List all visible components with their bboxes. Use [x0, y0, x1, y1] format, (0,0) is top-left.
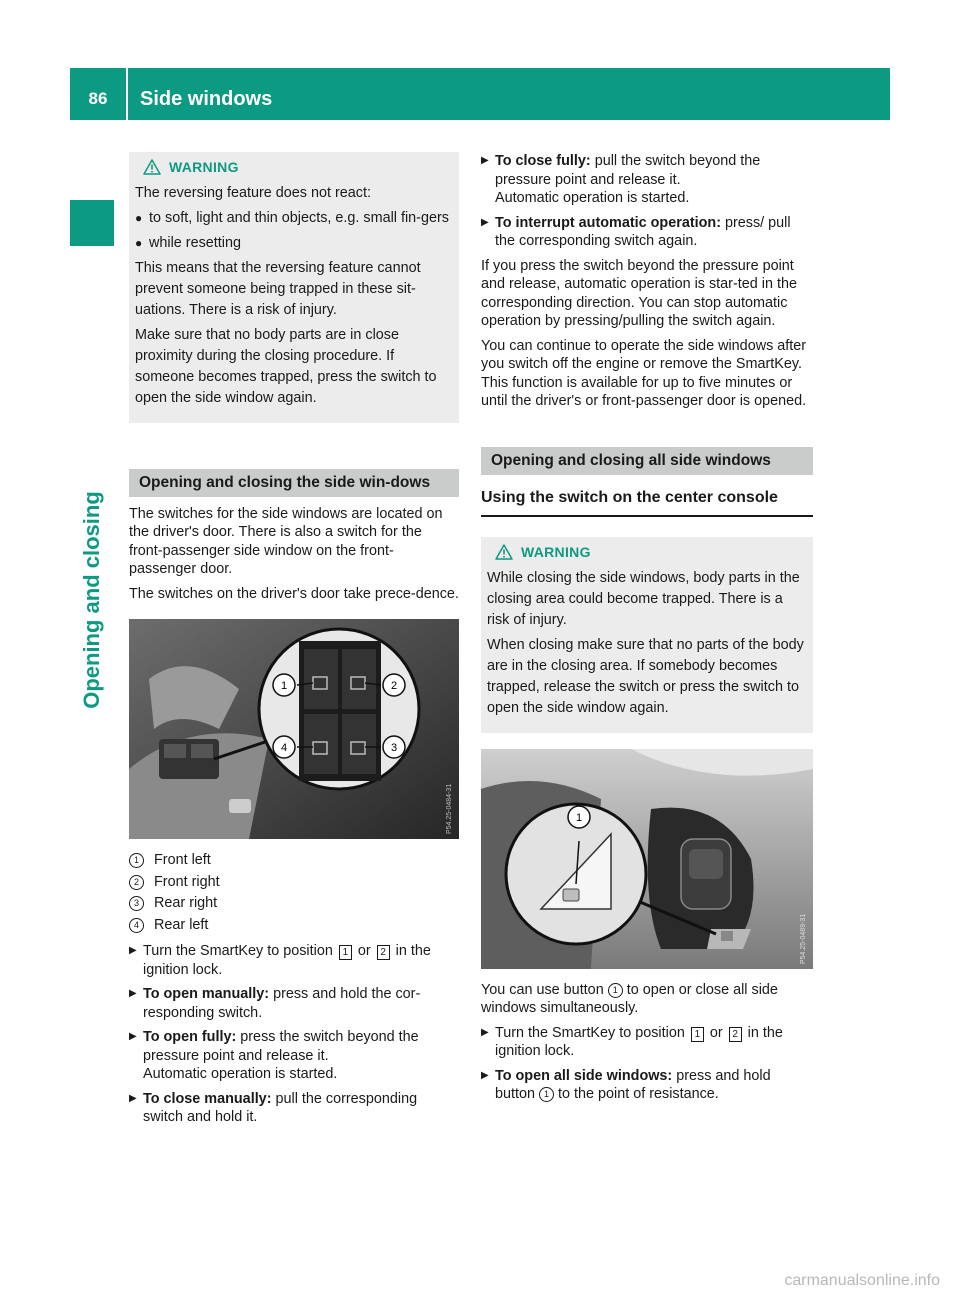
page-title: Side windows [140, 88, 273, 110]
key-position-2: 2 [377, 945, 390, 960]
warning-triangle-icon [495, 544, 513, 560]
right-column [481, 152, 813, 1110]
callout-number: 3 [129, 896, 144, 911]
figure-code: P54.25-0489-31 [800, 913, 807, 964]
instruction-step: ▶ Turn the SmartKey to position 1 or 2 in the ignition lock. [481, 1024, 783, 1059]
warning-triangle-icon [143, 159, 161, 175]
center-console-figure [481, 749, 813, 969]
legend-label: Rear right [154, 895, 218, 911]
legend-label: Rear left [154, 916, 209, 933]
warning-header [135, 158, 451, 177]
callout-1 [273, 674, 295, 696]
header-divider [126, 68, 128, 120]
subsection-heading: Using the switch on the center console [481, 489, 813, 518]
bullet-icon: ● [135, 235, 143, 250]
key-position-1: 1 [339, 945, 352, 960]
callout-number: 1 [129, 853, 144, 868]
warning-title: WARNING [521, 544, 591, 560]
step-arrow-icon: ▶ [129, 1031, 137, 1042]
callout-3 [383, 736, 405, 758]
warning-paragraph: When closing make sure that no parts of the body are in the closing area. If somebody becomes trapped, release the switch or press the switch to open the side window again. [487, 636, 804, 716]
left-column [129, 152, 459, 1133]
door-switch-illustration [129, 619, 459, 839]
callout-4 [273, 736, 295, 758]
callout-number: 4 [129, 918, 144, 933]
warning-bullet [135, 233, 451, 254]
callout-number: 1 [608, 983, 623, 998]
figure-code: P54.25-0484-31 [446, 783, 453, 834]
body-paragraph: The switches for the side windows are located on the driver's door. There is also a switch for the front-passenger side window on the front-passenger door. [129, 505, 443, 577]
callout-1 [568, 806, 590, 828]
warning-header [487, 543, 805, 562]
step-arrow-icon: ▶ [129, 1092, 137, 1104]
legend-label: Front right [154, 873, 220, 890]
legend-item [129, 873, 459, 892]
instruction-step: ▶ To close manually: pull the corresponding switch and hold it. [129, 1090, 418, 1125]
body-paragraph: If you press the switch beyond the pressure point and release, automatic operation is star-ted in the corresponding direction. You can stop automatic operation by pressing/pulling the switch again. [481, 257, 797, 329]
body-paragraph: You can continue to operate the side windows after you switch off the engine or remove the SmartKey. This function is available for up to five minutes or until the driver's or front-passenger door is opened. [481, 337, 807, 409]
instruction-step: ▶ Turn the SmartKey to position 1 or 2 in the ignition lock. [129, 943, 431, 978]
door-switch-figure [129, 619, 459, 839]
svg-text:2: 2 [390, 680, 398, 692]
step-arrow-icon: ▶ [129, 945, 137, 956]
bullet-text: while resetting [149, 234, 241, 251]
callout-2 [383, 674, 405, 696]
legend-item [129, 851, 459, 870]
page-number: 86 [88, 89, 108, 108]
body-paragraph: You can use button 1 to open or close all side windows simultaneously. [481, 981, 778, 1016]
step-arrow-icon: ▶ [481, 1069, 489, 1081]
section-heading: Opening and closing the side win-dows [129, 469, 459, 497]
warning-intro: The reversing feature does not react: [135, 184, 371, 201]
legend-label: Front left [154, 852, 211, 868]
warning-box-closing [481, 537, 813, 733]
instruction-step: ▶ To interrupt automatic operation: press/ pull the corresponding switch again. [481, 214, 791, 249]
callout-number: 1 [539, 1087, 554, 1102]
warning-paragraph: Make sure that no body parts are in close proximity during the closing procedure. If someone becomes trapped, press the switch to open the side window again. [135, 326, 437, 406]
callout-number: 2 [129, 875, 144, 890]
instruction-step: ▶ To open all side windows: press and hold button 1 to the point of resistance. [481, 1067, 771, 1102]
side-tab-label: Opening and closing [79, 491, 104, 709]
step-arrow-icon: ▶ [129, 988, 137, 999]
bullet-text: to soft, light and thin objects, e.g. small fin-gers [149, 209, 449, 226]
svg-text:3: 3 [390, 742, 398, 754]
key-position-2: 2 [729, 1027, 742, 1042]
warning-paragraph: This means that the reversing feature cannot prevent someone being trapped in these sit-uations. There is a risk of injury. [135, 259, 421, 318]
svg-text:1: 1 [575, 811, 583, 824]
warning-paragraph: While closing the side windows, body parts in the closing area could become trapped. There is a risk of injury. [487, 569, 800, 628]
warning-bullet [135, 208, 451, 229]
legend-item [129, 916, 459, 935]
center-console-illustration [481, 749, 813, 969]
instruction-step: ▶ To open fully: press the switch beyond the pressure point and release it. Automatic operation is started. [129, 1029, 419, 1082]
key-position-1: 1 [691, 1027, 704, 1042]
svg-text:4: 4 [280, 742, 288, 754]
side-tab-marker [70, 200, 114, 246]
legend-item [129, 894, 459, 913]
step-arrow-icon: ▶ [481, 216, 489, 228]
step-arrow-icon: ▶ [481, 1026, 489, 1038]
warning-title: WARNING [169, 159, 239, 175]
instruction-step: ▶ To close fully: pull the switch beyond the pressure point and release it. Automatic operation is started. [481, 153, 761, 206]
svg-text:1: 1 [280, 680, 288, 692]
bullet-icon: ● [135, 210, 143, 225]
section-heading: Opening and closing all side windows [481, 447, 813, 475]
step-arrow-icon: ▶ [481, 155, 489, 166]
watermark: carmanualsonline.info [784, 1272, 940, 1289]
body-paragraph: The switches on the driver's door take prece-dence. [129, 585, 459, 602]
instruction-step: ▶ To open manually: press and hold the cor-responding switch. [129, 986, 421, 1021]
warning-box-reversing [129, 152, 459, 423]
